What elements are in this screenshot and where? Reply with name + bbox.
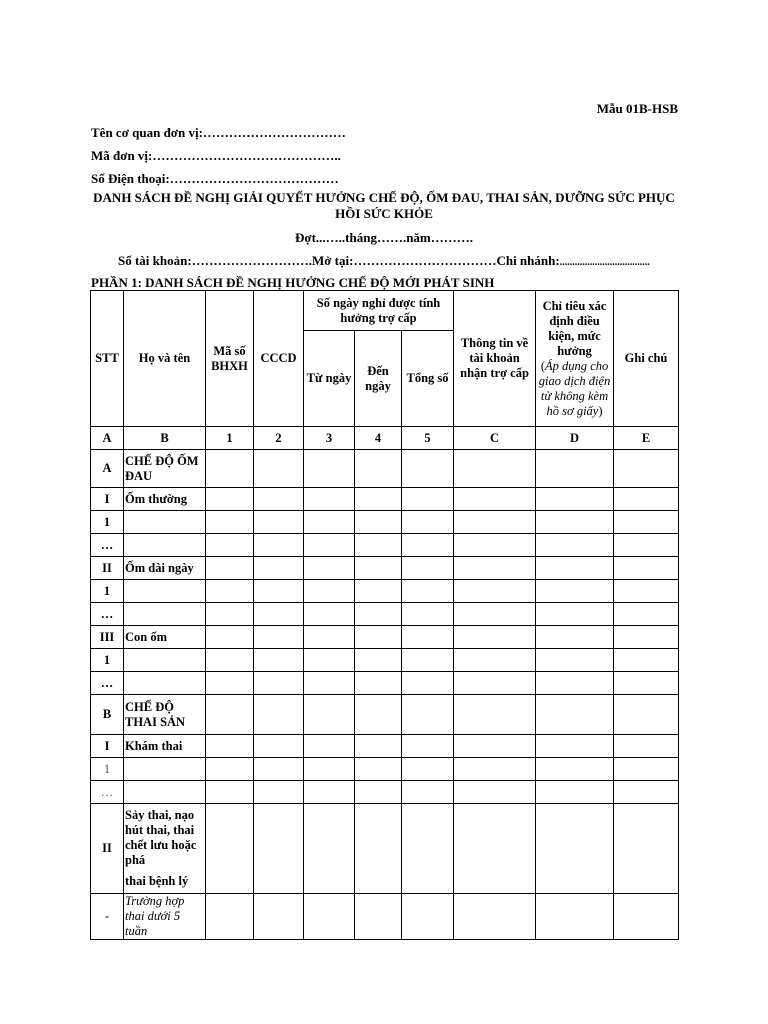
- code-cell: 4: [355, 427, 402, 450]
- code-cell: E: [614, 427, 679, 450]
- criteria-note: Áp dụng cho giao dịch điện tử không kèm hồ sơ giấy: [538, 358, 611, 418]
- row-stt: …: [91, 603, 124, 626]
- table-row: [91, 534, 679, 557]
- header-total: Tổng số: [402, 331, 454, 427]
- row-name: Sảy thai, nạo hút thai, thai chết lưu hoặc phá: [125, 808, 197, 867]
- header-days-group: Số ngày nghỉ được tính hưởng trợ cấp: [304, 291, 454, 331]
- table-row: [91, 672, 679, 695]
- table-row: [91, 649, 679, 672]
- row-name: [124, 511, 206, 534]
- section-title: PHẦN 1: DANH SÁCH ĐỀ NGHỊ HƯỞNG CHẾ ĐỘ MỚI PHÁT SINH: [91, 275, 495, 290]
- code-cell: 5: [402, 427, 454, 450]
- table-row: [91, 894, 679, 940]
- header-note: Ghi chú: [614, 291, 679, 427]
- account-number: Số tài khoản:……………………….: [118, 253, 312, 268]
- row-stt: I: [91, 488, 124, 511]
- row-stt: II: [91, 557, 124, 580]
- code-row: [91, 427, 679, 450]
- criteria-title: Chỉ tiêu xác định điều kiện, mức hưởng: [542, 298, 607, 358]
- row-stt: -: [91, 894, 124, 940]
- row-name: [124, 580, 206, 603]
- row-stt: 1: [91, 511, 124, 534]
- row-name: Ốm thường: [124, 488, 206, 511]
- row-name: [124, 649, 206, 672]
- row-stt: 1: [91, 580, 124, 603]
- header-cccd: CCCD: [254, 291, 304, 427]
- header-name: Họ và tên: [124, 291, 206, 427]
- code-cell: C: [454, 427, 536, 450]
- table-row: [91, 626, 679, 649]
- row-name: [124, 534, 206, 557]
- table-row: [91, 735, 679, 758]
- row-stt: …: [91, 672, 124, 695]
- row-stt: B: [91, 695, 124, 735]
- table-row: [91, 695, 679, 735]
- row-name: Khám thai: [124, 735, 206, 758]
- row-stt: III: [91, 626, 124, 649]
- row-stt: …: [91, 781, 124, 804]
- opened-at: Mở tại:……………………………: [311, 253, 497, 268]
- code-cell: 3: [304, 427, 355, 450]
- account-line: [118, 253, 650, 269]
- phone-line: Số Điện thoại:…………………………………: [91, 171, 339, 186]
- table-row: [91, 580, 679, 603]
- row-name-cell: [124, 804, 206, 894]
- header-from-day: Từ ngày: [304, 331, 355, 427]
- table-row: [91, 450, 679, 488]
- claims-table: [90, 290, 679, 940]
- table-row: [91, 511, 679, 534]
- branch-dots: ....................................: [559, 257, 650, 268]
- row-name: Con ốm: [124, 626, 206, 649]
- row-stt: …: [91, 534, 124, 557]
- table-row: [91, 557, 679, 580]
- row-stt: II: [91, 804, 124, 894]
- row-name: Trường hợp thai dưới 5 tuần: [124, 894, 206, 940]
- table-row: [91, 488, 679, 511]
- branch-label: Chi nhánh:: [496, 253, 560, 268]
- org-name-line: Tên cơ quan đơn vị:……………………………: [91, 125, 346, 140]
- code-cell: 2: [254, 427, 304, 450]
- code-cell: A: [91, 427, 124, 450]
- table-row: [91, 758, 679, 781]
- code-cell: 1: [206, 427, 254, 450]
- header-stt: STT: [91, 291, 124, 427]
- table-row: [91, 804, 679, 894]
- header-account-info: Thông tin về tài khoản nhận trợ cấp: [454, 291, 536, 427]
- criteria-note-open: (: [540, 358, 546, 373]
- code-cell: D: [536, 427, 614, 450]
- row-name: [124, 781, 206, 804]
- row-name: [124, 603, 206, 626]
- row-name: [124, 758, 206, 781]
- row-stt: I: [91, 735, 124, 758]
- code-cell: B: [124, 427, 206, 450]
- document-title: DANH SÁCH ĐỀ NGHỊ GIẢI QUYẾT HƯỞNG CHẾ ĐỘ, ỐM ĐAU, THAI SẢN, DƯỠNG SỨC PHỤC HỒI SỨC KHỎE: [93, 190, 675, 221]
- period-line: Đợt...…..tháng…….năm……….: [294, 230, 473, 245]
- header-bhxh: Mã số BHXH: [206, 291, 254, 427]
- row-name: CHẾ ĐỘ ỐM ĐAU: [124, 450, 206, 488]
- table-row: [91, 603, 679, 626]
- row-name: [124, 672, 206, 695]
- criteria-note-close: ): [598, 403, 603, 418]
- row-name: Ốm dài ngày: [124, 557, 206, 580]
- form-code: Mẫu 01B-HSB: [596, 101, 678, 116]
- unit-code-line: Mã đơn vị:……………………………………..: [91, 148, 341, 163]
- row-stt: A: [91, 450, 124, 488]
- header-criteria: [536, 291, 614, 427]
- row-name-continued: thai bệnh lý: [125, 874, 189, 888]
- row-stt: 1: [91, 649, 124, 672]
- row-name: CHẾ ĐỘ THAI SẢN: [124, 695, 206, 735]
- row-stt: 1: [91, 758, 124, 781]
- header-to-day: Đến ngày: [355, 331, 402, 427]
- table-row: [91, 781, 679, 804]
